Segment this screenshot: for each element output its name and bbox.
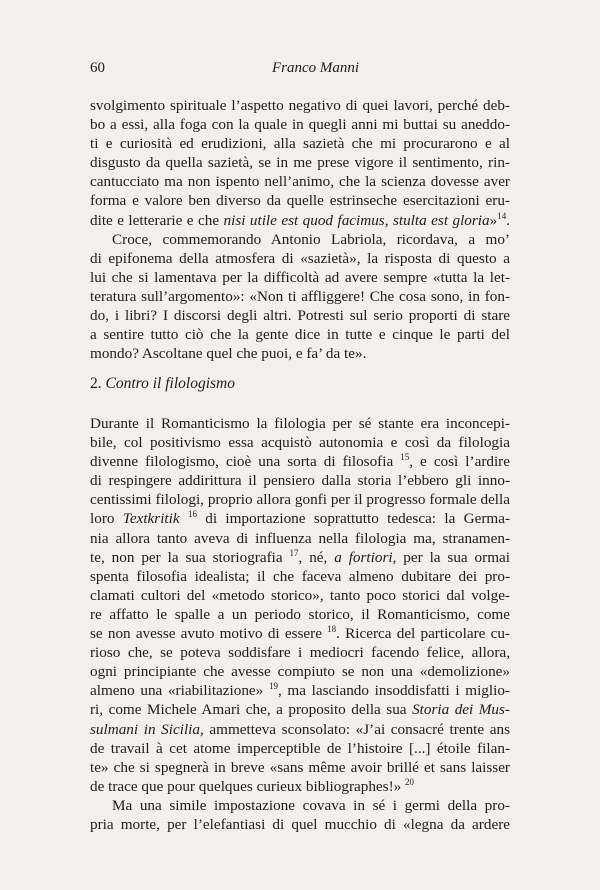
text-line xyxy=(90,414,510,433)
line-text: Ma una simile impostazione covava in sé i germi della pro- xyxy=(112,796,510,814)
line-text: divenne filologismo, cioè una sorta di filosofia xyxy=(90,453,401,471)
line-text: ti e curiosità ed erudizioni, alla sazietà che mi procurarono e al xyxy=(90,135,510,153)
text-line xyxy=(90,815,510,834)
text-line xyxy=(90,586,510,605)
line-text: clamati cultori del «metodo storico», tanto poco storici dal volge- xyxy=(90,586,510,604)
text-line xyxy=(90,306,510,325)
italic-text: nisi utile est quod facimus, stulta est gloria xyxy=(223,211,490,229)
footnote-ref: 18 xyxy=(327,623,337,634)
line-text: de travail à cet atome imperceptible de l’histoire [...] étoile filan- xyxy=(90,739,510,757)
line-text: ri, come Michele Amari che, a proposito della sua xyxy=(90,701,413,719)
line-text: te, non per la sua storiografia xyxy=(90,548,290,566)
line-text: , per la sua ormai xyxy=(392,548,510,566)
line-text: almeno una «riabilitazione» xyxy=(90,682,269,700)
footnote-ref: 14 xyxy=(497,210,507,221)
text-line xyxy=(90,720,510,739)
line-text: bile, col positivismo essa acquistò autonomia e così da filologia xyxy=(90,434,510,452)
line-text: , né, xyxy=(298,548,335,566)
line-text: mondo? Ascoltane quel che puoi, e fa’ da te». xyxy=(90,345,367,363)
text-line xyxy=(90,134,510,153)
text-line xyxy=(90,643,510,662)
text-line xyxy=(90,548,510,567)
line-text: disgusto da quella sazietà, se in me prese vigore il sentimento, rin- xyxy=(90,154,510,172)
line-text: centissimi filologi, proprio allora gonfi per il progresso formale della xyxy=(90,491,510,509)
text-line xyxy=(90,230,510,249)
text-line xyxy=(90,777,510,796)
text-line xyxy=(90,739,510,758)
text-block-bottom xyxy=(90,414,510,834)
line-text: . xyxy=(506,211,510,229)
text-block-top xyxy=(90,96,510,363)
paragraph-2 xyxy=(90,230,510,364)
line-text: di respingere addirittura il pensiero dalla storia l’ebbero gli inno- xyxy=(90,472,510,490)
line-text: dite e letterarie e che xyxy=(90,211,224,229)
paragraph-4 xyxy=(90,796,510,834)
text-line xyxy=(90,325,510,344)
line-text: Durante il Romanticismo la filologia per sé stante era inconcepi- xyxy=(90,415,510,432)
line-text: nia allora tanto aveva di influenza nella filologia ma, stranamen- xyxy=(90,529,510,547)
line-text: , e così l’ardire xyxy=(409,453,510,471)
line-text: re affatto le spalle a un periodo storico, il Romanticismo, come xyxy=(90,605,510,623)
footnote-ref: 19 xyxy=(268,681,278,692)
line-text: se non avesse avuto motivo di essere xyxy=(90,625,328,643)
line-text: bo a essi, alla foga con la quale in quegli anni mi buttai su aneddo- xyxy=(90,116,510,134)
footnote-ref: 16 xyxy=(187,509,197,520)
italic-text: sulmani in Sicilia xyxy=(90,720,200,738)
line-text: di epifonema della atmosfera di «sazietà», la risposta di questo a xyxy=(90,249,510,267)
text-line xyxy=(90,490,510,509)
line-text: forma e valore ben diverso da quelle estrinseche esercitazioni eru- xyxy=(90,192,510,210)
text-line xyxy=(90,96,510,115)
running-head: Franco Manni xyxy=(272,60,360,76)
line-text: a sentire tutto ciò che la gente dice in tutte e cinque le parti del xyxy=(90,326,510,344)
line-text: spenta filosofia idealista; il che faceva almeno dubitare dei pro- xyxy=(90,567,510,585)
line-text xyxy=(180,510,188,527)
line-text: te» che si spegnerà in breve «sans même avoir brillé et sans laisser xyxy=(90,758,510,776)
paragraph-3 xyxy=(90,414,510,796)
line-text: do, i libri? I discorsi degli altri. Potresti sul serio proporti di stare xyxy=(90,307,510,325)
text-line xyxy=(90,758,510,777)
text-line xyxy=(90,452,510,471)
text-line xyxy=(90,433,510,452)
section-number: 2. xyxy=(90,375,102,392)
text-line xyxy=(90,249,510,268)
paragraph-1 xyxy=(90,96,510,230)
line-text: Croce, commemorando Antonio Labriola, ricordava, a mo’ xyxy=(112,230,510,248)
line-text: loro xyxy=(90,510,123,528)
line-text: , ammetteva sconsolato: «J’ai consacré trente ans xyxy=(199,720,510,738)
text-line xyxy=(90,268,510,287)
text-line xyxy=(90,344,510,363)
text-line xyxy=(90,471,510,490)
text-line xyxy=(90,796,510,815)
section-title: Contro il filologismo xyxy=(105,375,235,392)
line-text: cantucciato ma non ispento nell’animo, che la scienza dovesse aver xyxy=(90,173,510,191)
italic-text: Storia dei Mus- xyxy=(412,701,510,719)
line-text: teratura sull’argomento»: «Non ti affliggere! Che cosa sono, in fon- xyxy=(90,287,510,305)
line-text: pria morte, per l’elefantiasi di quel mucchio di «legna da ardere xyxy=(90,815,510,833)
footnote-ref: 20 xyxy=(405,776,415,787)
italic-text: Textkritik xyxy=(122,510,180,528)
line-text: svolgimento spirituale l’aspetto negativo di quei lavori, perché deb- xyxy=(90,97,510,114)
line-text: rioso che, se poteva soddisfare i mediocri facendo felice, allora, xyxy=(90,644,510,662)
text-line xyxy=(90,700,510,719)
line-text: di importazione soprattutto tedesca: la Germa- xyxy=(196,510,511,528)
line-text: , ma lasciando insoddisfatti i miglio- xyxy=(277,682,510,700)
text-line xyxy=(90,153,510,172)
line-text: . Ricerca del particolare cu- xyxy=(336,625,510,643)
text-line xyxy=(90,529,510,548)
line-text: ogni principiante che avesse compiuto se non una «demolizione» xyxy=(90,663,510,681)
text-line xyxy=(90,567,510,586)
text-line xyxy=(90,624,510,643)
text-line xyxy=(90,191,510,210)
footnote-ref: 17 xyxy=(289,547,299,558)
line-text: lui che si lamentava per la difficoltà ad avere sempre «tutta la let- xyxy=(90,268,510,286)
line-text: de trace que pour quelques curieux bibliographes!» xyxy=(90,777,406,795)
text-line xyxy=(90,211,510,230)
text-line xyxy=(90,605,510,624)
line-text: » xyxy=(489,211,498,229)
text-line xyxy=(90,287,510,306)
italic-text: a fortiori xyxy=(334,548,393,566)
text-line xyxy=(90,681,510,700)
text-line xyxy=(90,662,510,681)
text-line xyxy=(90,172,510,191)
text-line xyxy=(90,509,510,528)
text-line xyxy=(90,115,510,134)
page-header xyxy=(90,60,510,80)
section-heading xyxy=(90,375,235,393)
page-number: 60 xyxy=(90,60,105,76)
footnote-ref: 15 xyxy=(400,452,410,463)
